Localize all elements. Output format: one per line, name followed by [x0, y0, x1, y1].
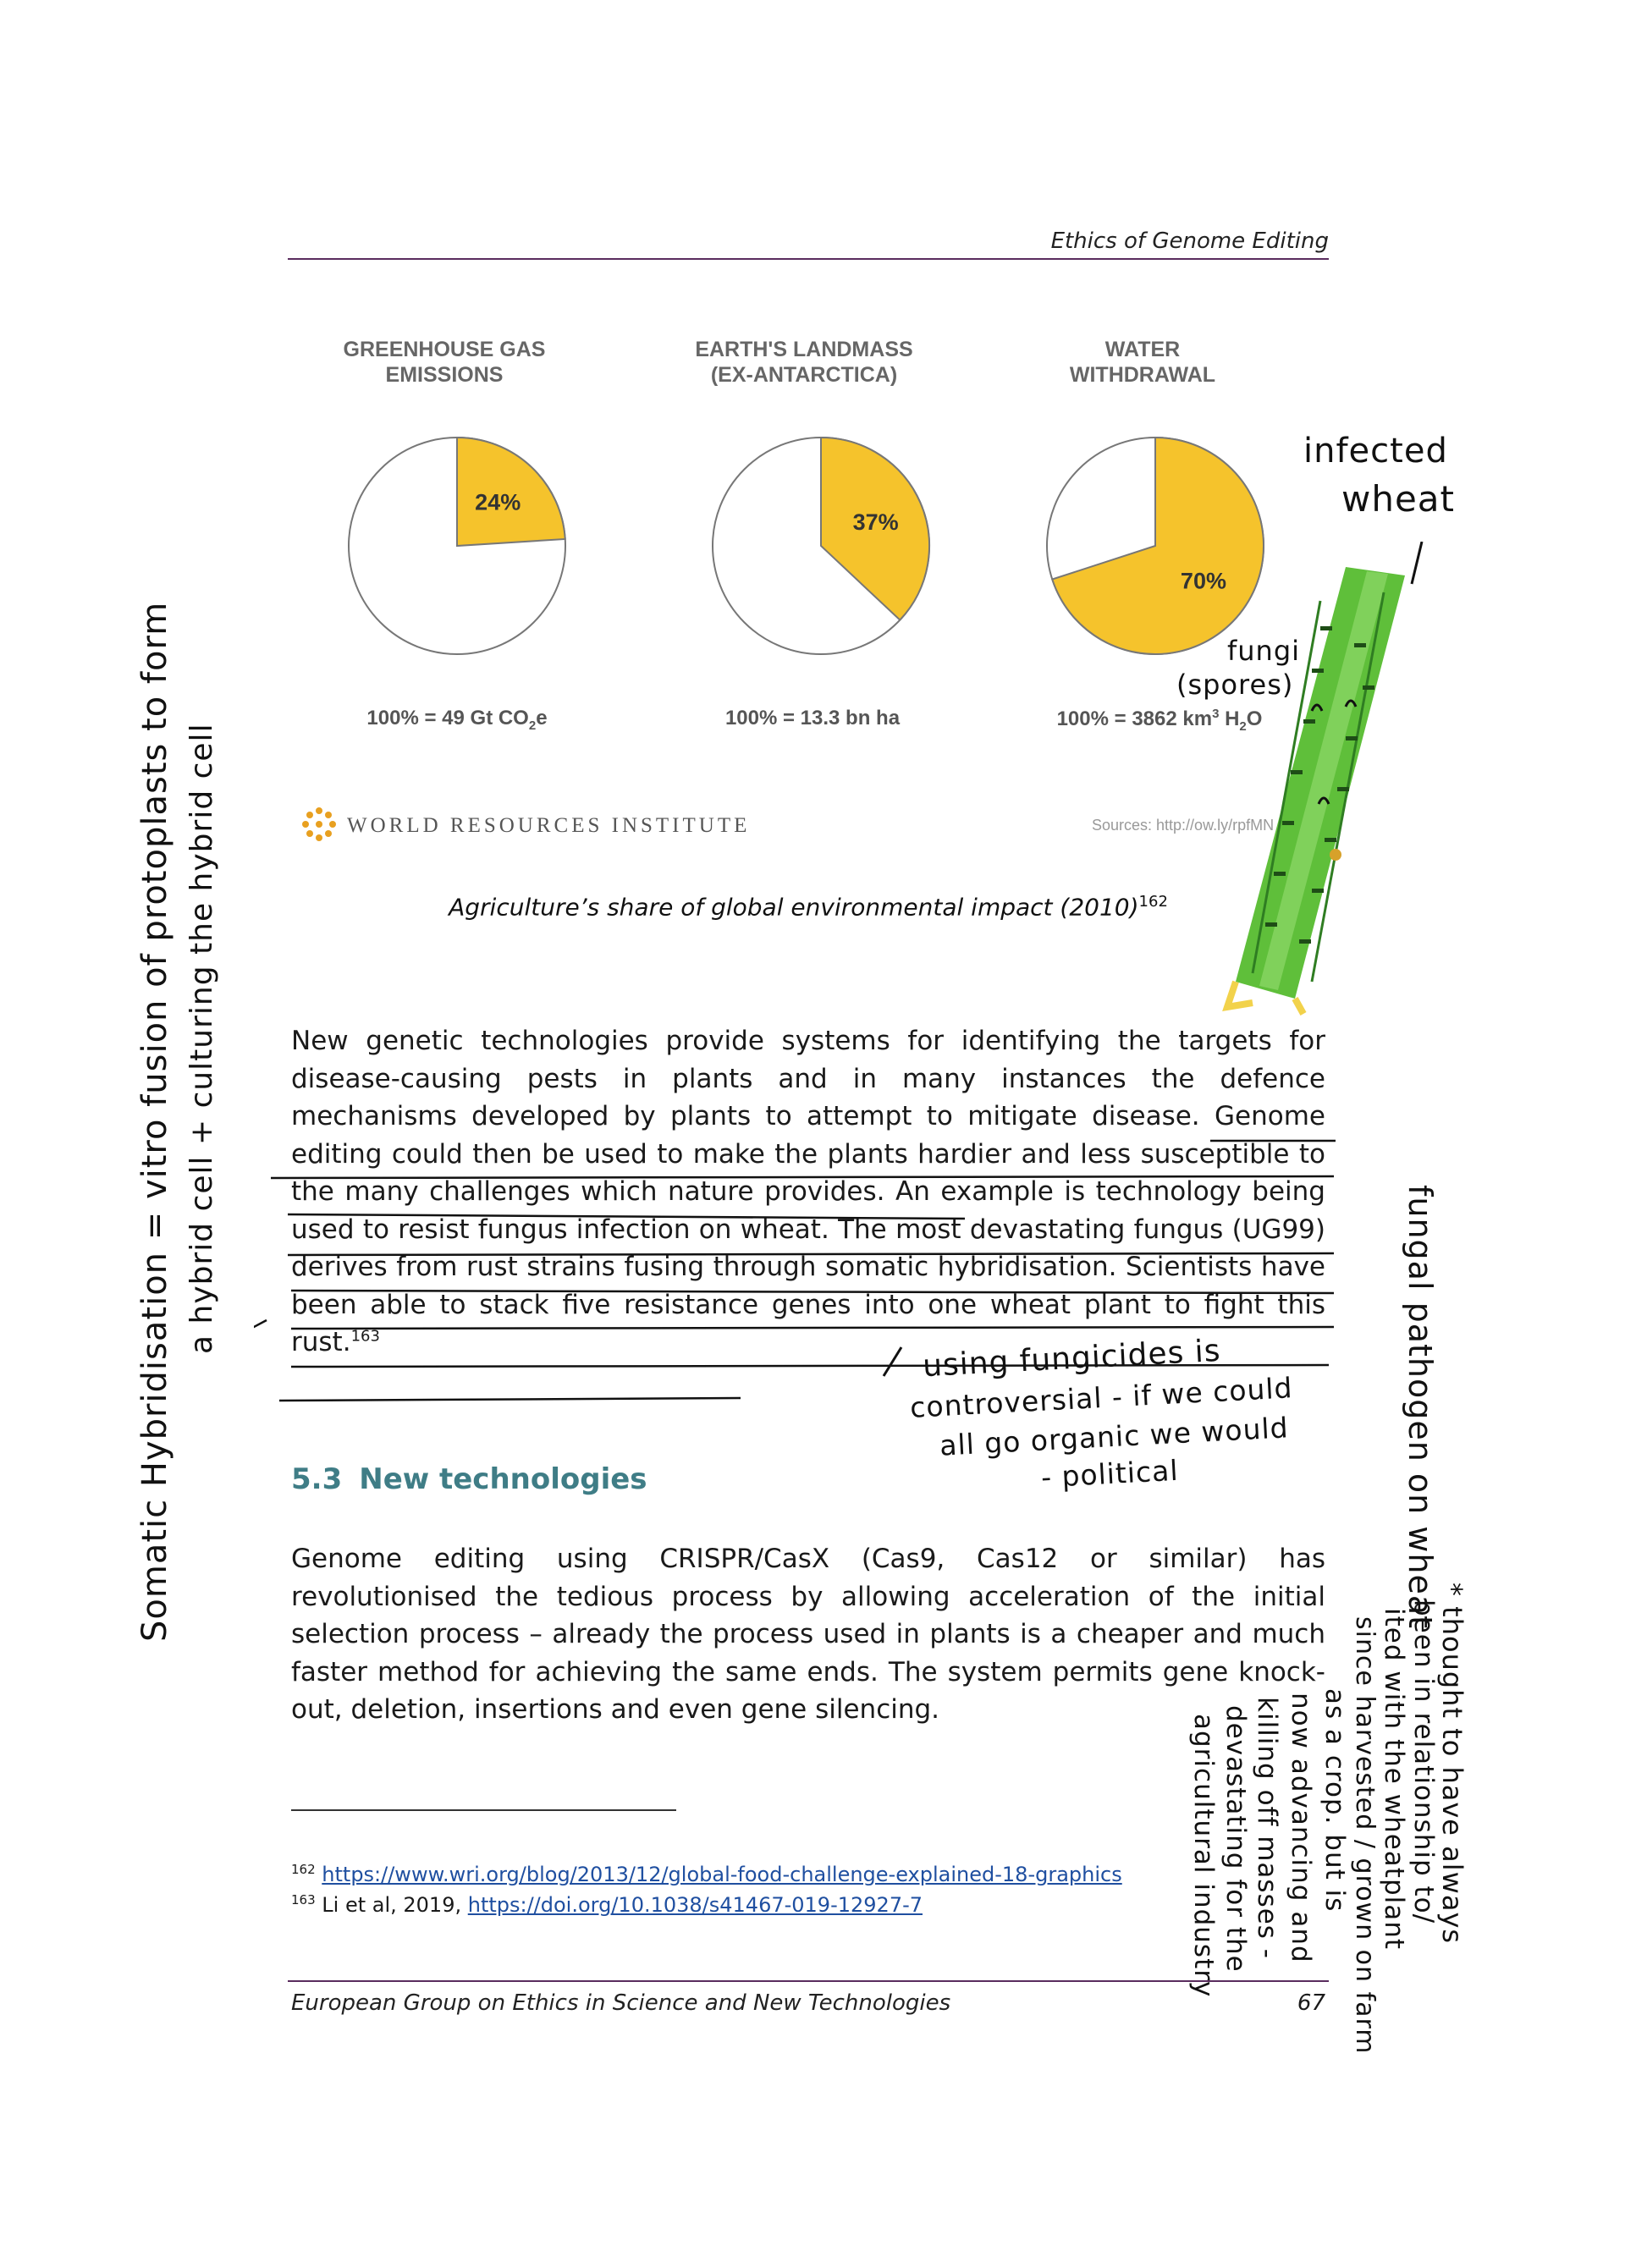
note-right-line2: been in relationship to/ — [1408, 1599, 1439, 1924]
note-wheat: wheat — [1341, 478, 1456, 520]
footer-title: European Group on Ethics in Science and New Technologies — [291, 1990, 951, 2016]
footnote-162-num: 162 — [291, 1862, 316, 1877]
pie-1-title-line2: EMISSIONS — [385, 363, 504, 387]
pie-3-base-sub: 2 — [1239, 718, 1247, 734]
pie-1-base-suffix: e — [536, 707, 548, 729]
note-left-margin-line2: a hybrid cell + culturing the hybrid cell — [185, 723, 219, 1354]
pie-3-label: 70% — [1180, 568, 1226, 594]
pie-2-base — [677, 707, 948, 730]
note-right-line5: as a crop. but is — [1319, 1688, 1350, 1913]
wri-org-name: WORLD RESOURCES INSTITUTE — [347, 814, 751, 837]
note-fungi: fungi — [1227, 635, 1301, 667]
paragraph-1-ref: 163 — [350, 1327, 380, 1346]
note-right-line9: agricultural industry — [1188, 1714, 1219, 1998]
figure-caption — [288, 893, 1329, 921]
section-title: New technologies — [359, 1462, 647, 1496]
footnote-162 — [291, 1862, 1122, 1886]
page-number: 67 — [1297, 1990, 1325, 2016]
footer-rule — [288, 1980, 1329, 1982]
pie-1-base-sub: 2 — [528, 718, 537, 733]
pie-3-base-sup: 3 — [1212, 707, 1220, 721]
note-right-line3: ited with the wheatplant — [1379, 1608, 1409, 1951]
running-header: Ethics of Genome Editing — [1050, 228, 1329, 254]
pie-1-label: 24% — [475, 489, 521, 515]
pie-chart-2 — [702, 427, 939, 664]
pie-3-base-text: 100% = 3862 km — [1056, 707, 1213, 730]
infected-wheat-drawing — [1219, 542, 1439, 1016]
note-infected: infected — [1303, 432, 1448, 471]
footnote-rule — [291, 1809, 676, 1811]
note-right-line8: devastating for the — [1220, 1705, 1251, 1973]
pie-2-title-line2: (EX-ANTARCTICA) — [710, 363, 898, 387]
caption-text: Agriculture’s share of global environmental impact (2010) — [449, 893, 1139, 922]
section-heading — [291, 1462, 647, 1496]
pie-2-base-text: 100% = 13.3 bn ha — [724, 707, 901, 729]
footnote-163-num: 163 — [291, 1892, 316, 1907]
pie-2-title — [669, 337, 939, 388]
footnote-162-link[interactable]: https://www.wri.org/blog/2013/12/global-food-challenge-explained-18-graphics — [322, 1863, 1122, 1886]
pie-3-base-mid: H — [1219, 707, 1240, 730]
pie-chart-1 — [339, 427, 576, 664]
note-right-line7: killing off masses - — [1252, 1697, 1282, 1959]
note-spores: (spores) — [1176, 669, 1294, 701]
footnote-163-link[interactable]: https://doi.org/10.1038/s41467-019-12927-7 — [467, 1893, 923, 1917]
pie-2-label: 37% — [852, 509, 899, 536]
pie-3-base-suffix: O — [1246, 707, 1263, 730]
pie-3-title — [1016, 337, 1270, 388]
footnote-163 — [291, 1892, 923, 1917]
infographic-sources: Sources: http://ow.ly/rpfMN — [1092, 817, 1275, 834]
pie-1-base-text: 100% = 49 Gt CO — [366, 707, 529, 729]
section-number: 5.3 — [291, 1462, 343, 1496]
note-right-line1: * thought to have always — [1436, 1583, 1468, 1945]
note-fungicide-line4: - political — [1040, 1453, 1180, 1495]
pie-1-base — [322, 707, 592, 733]
note-right-line4: since harvested / grown on farm — [1350, 1616, 1380, 2055]
pie-3-title-line1: WATER — [1104, 338, 1181, 361]
header-rule — [288, 258, 1329, 260]
note-fungicide-line1: using fungicides is — [922, 1333, 1222, 1384]
pen-tick-mark — [880, 1346, 906, 1379]
body-paragraph-2: Genome editing using CRISPR/CasX (Cas9, Cas12 or similar) has revolutionised the tedious process by allowing acceleration of the initial selection process – already the process used in plants is a cheaper and much faster method for achieving the same ends. The system permits gene knock-out, deletion, insertions and even gene silencing. — [291, 1544, 1325, 1725]
paragraph-1-text: New genetic technologies provide systems for identifying the targets for disease-causing pests in plants and in many instances the defence mechanisms developed by plants to attempt to mitigate disease. Genome editing could then be used to make the plants hardier and less susceptible to the many challenges which nature provides. An example is technology being used to resist fungus infection on wheat. The most devastating fungus (UG99) derives from rust strains fusing through somatic hybridisation. Scientists have been able to stack five resistance genes into one wheat plant to fight this rust. — [291, 1026, 1325, 1357]
note-fungicide-line2: controversial - if we could — [909, 1371, 1294, 1424]
wri-logo-icon — [300, 806, 338, 843]
pie-3-title-line2: WITHDRAWAL — [1069, 363, 1216, 387]
footnote-163-prefix: Li et al, 2019, — [322, 1893, 468, 1917]
note-left-margin-line1: Somatic Hybridisation = vitro fusion of protoplasts to form — [135, 601, 174, 1642]
pie-1-title — [313, 337, 576, 388]
note-right-vertical: fungal pathogen on wheat — [1402, 1185, 1439, 1630]
caption-ref: 162 — [1138, 893, 1168, 911]
note-fungicide-line3: all go organic we would — [939, 1411, 1290, 1462]
note-right-line6: now advancing and — [1286, 1693, 1316, 1963]
pie-2-title-line1: EARTH'S LANDMASS — [695, 338, 913, 361]
pie-1-title-line1: GREENHOUSE GAS — [343, 338, 546, 361]
